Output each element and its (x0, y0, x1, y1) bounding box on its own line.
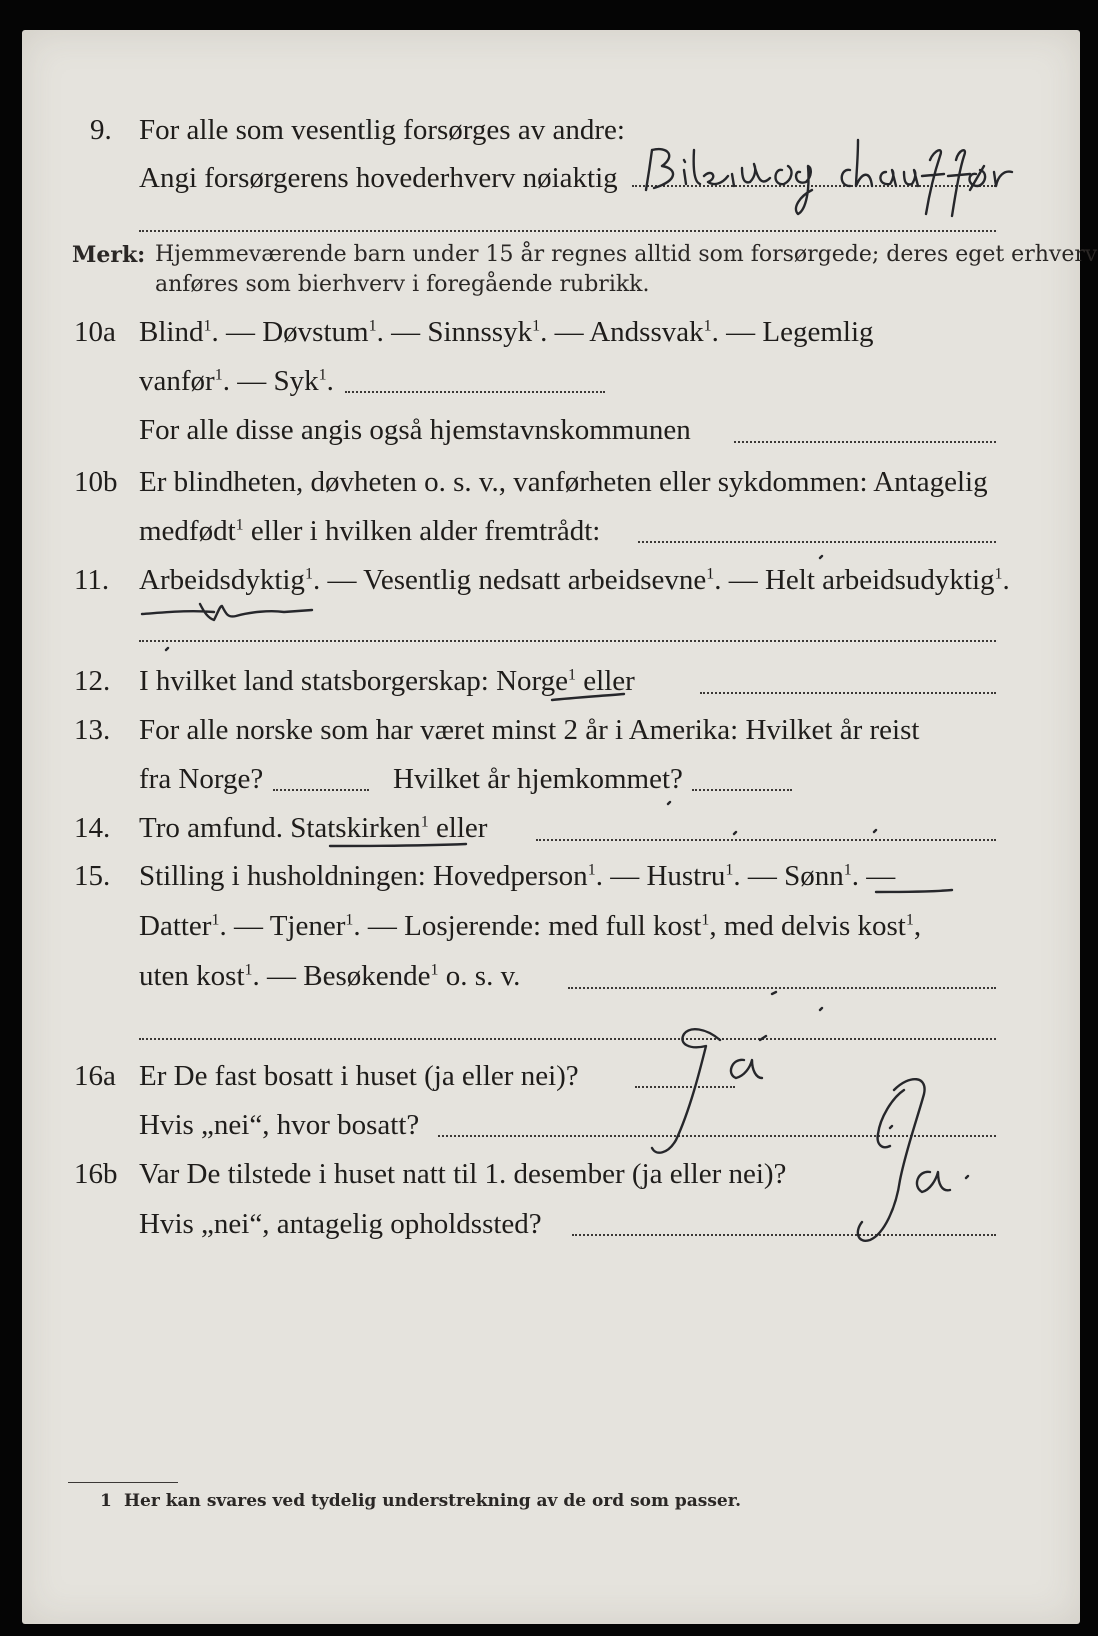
q13-line2a: fra Norge? (139, 763, 264, 795)
handwriting-answer-16b (858, 1079, 950, 1241)
merk-line1: Hjemmeværende barn under 15 år regnes alltid som forsørgede; deres eget erhverv (155, 242, 1098, 267)
q13-number: 13. (74, 714, 111, 746)
q16a-number: 16a (74, 1060, 116, 1092)
q10b-line2: medfødt$^1$ eller i hvilken alder fremtrådt: (139, 515, 601, 547)
q9-number: 9. (90, 114, 112, 146)
q11-number: 11. (74, 564, 110, 596)
merk-label: Merk: (72, 242, 146, 268)
q10a-number: 10a (74, 316, 116, 348)
handwriting-underline-statskirken (330, 844, 466, 846)
q10b-number: 10b (74, 466, 118, 498)
q12-number: 12. (74, 665, 111, 697)
q16a-line2: Hvis „nei“, hvor bosatt? (139, 1109, 420, 1141)
q9-line1: For alle som vesentlig forsørges av andre: (139, 114, 625, 146)
q10a-line1: Blind$^1$. — Døvstum$^1$. — Sinnssyk$^1$. — Andssvak$^1$. — Legemlig (139, 316, 874, 348)
handwriting-underline-sonn (876, 890, 952, 892)
q10a-line3: For alle disse angis også hjemstavnskommunen (139, 414, 691, 446)
q16b-line1: Var De tilstede i huset natt til 1. desember (ja eller nei)? (139, 1158, 787, 1190)
handwriting-underline-norge (552, 694, 624, 700)
q13-line1: For alle norske som har været minst 2 år i Amerika: Hvilket år reist (139, 714, 920, 746)
q16b-number: 16b (74, 1158, 118, 1190)
footnote-marker: 1 (100, 1491, 112, 1511)
q14-number: 14. (74, 812, 111, 844)
q14-line1: Tro amfund. Statskirken$^1$ eller (139, 812, 488, 844)
merk-line2: anføres som bierhverv i foregående rubrikk. (155, 272, 650, 297)
q15-line3: uten kost$^1$. — Besøkende$^1$ o. s. v. (139, 960, 521, 992)
q16b-line2: Hvis „nei“, antagelig opholdssted? (139, 1208, 542, 1240)
q12-line1: I hvilket land statsborgerskap: Norge$^1$ eller (139, 665, 635, 697)
q15-number: 15. (74, 860, 111, 892)
q10a-line2: vanfør$^1$. — Syk$^1$. (139, 365, 334, 397)
q15-line1: Stilling i husholdningen: Hovedperson$^1$. — Hustru$^1$. — Sønn$^1$. — (139, 860, 896, 892)
handwriting-answer-16a (652, 1029, 766, 1152)
handwriting-occupation (646, 140, 1012, 216)
q9-line2: Angi forsørgerens hovederhverv nøiaktig (139, 162, 618, 194)
q13-line2b: Hvilket år hjemkommet? (393, 763, 683, 795)
handwriting-underline-arbeidsdyktig (142, 604, 312, 620)
footnote-text: Her kan svares ved tydelig understrekning av de ord som passer. (124, 1491, 742, 1511)
q16a-line1: Er De fast bosatt i huset (ja eller nei)? (139, 1060, 579, 1092)
q10b-line1: Er blindheten, døvheten o. s. v., vanførheten eller sykdommen: Antagelig (139, 466, 988, 498)
q11-line1: Arbeidsdyktig$^1$. — Vesentlig nedsatt arbeidsevne$^1$. — Helt arbeidsudyktig$^1$. (139, 564, 1010, 596)
q15-line2: Datter$^1$. — Tjener$^1$. — Losjerende: med full kost$^1$, med delvis kost$^1$, (139, 910, 922, 942)
